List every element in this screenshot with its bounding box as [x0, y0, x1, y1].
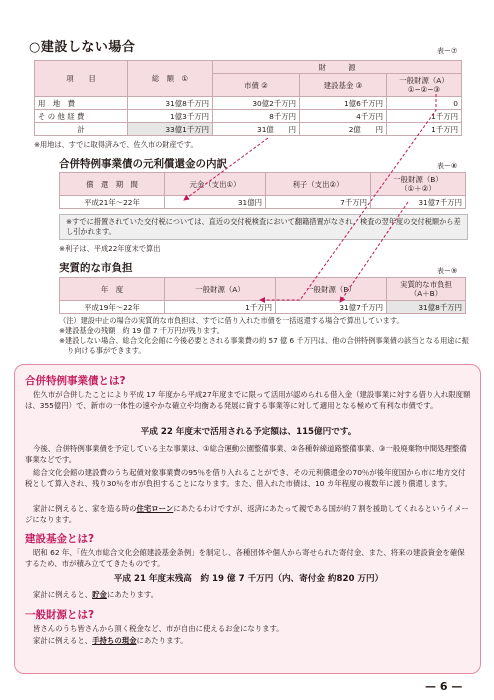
header-total: 総 額 ①	[128, 61, 213, 97]
para-merger-repayment: 総合文化会館の建設費のうち起債対象事業費の95％を借り入れることができ、その元利償還金の70％が後年度国から市に地方交付税として算入され、残り30％を市が負担することになります。また、借入れた市債は、10 カ年程度の複数年に渡り償還します。	[25, 468, 466, 489]
row-year: 平成19年〜22年	[60, 301, 165, 314]
row-fund: 1億6千万円	[300, 97, 387, 110]
section-title-real-burden: 実質的な市負担	[59, 262, 133, 274]
para-merger-projects: 今後、合併特例事業債を予定している主な事業は、①総合運動公園整備事業、②各種幹線道路整備事業、③一般廃棄物中間処理整備事業などです。	[25, 444, 467, 465]
row-total: 33億1千万円	[128, 123, 213, 136]
header-general-b-line1: 一般財源（B）	[393, 175, 443, 184]
header-general-a: 一般財源（A）	[165, 278, 276, 301]
row-bonds: 31億 円	[213, 123, 300, 136]
row-interest: 7千万円	[266, 196, 371, 209]
row-bonds: 8千万円	[213, 110, 300, 123]
text-segment: 家計に例えると、	[33, 636, 93, 645]
arrow-general-b	[340, 202, 408, 302]
note-item: ※建設しない場合、総合文化会館に今後必要とされる事業費の約 57 億 6 千万円は、他の合併特例事業債の該当となる用途に振り向ける事ができます。	[59, 336, 469, 355]
note-interest: ※利子は、平成22年度末で算出	[59, 244, 161, 253]
row-general: 31億7千万円	[371, 196, 466, 209]
row-general: 1千万円	[387, 110, 462, 123]
header-general-revenue-line2: ①−②−③	[407, 85, 441, 94]
tax-note-text: ※すでに措置されていた交付税については、直近の交付税検査において翻籍措置がなされ、検査の翌年度の交付税額から差し引かれます。	[66, 217, 461, 236]
row-general-b: 31億7千万円	[276, 301, 387, 314]
row-total: 31億8千万円	[128, 97, 213, 110]
header-item: 項 目	[35, 61, 128, 97]
para-construction-fund: 昭和 62 年、「佐久市総合文化会館建設基金条例」を制定し、各種団体や個人から寄せられた寄付金、また、将来の建設資金を確保するため、市が積み立ててきたものです。	[25, 548, 465, 569]
row-total: 1億3千万円	[128, 110, 213, 123]
header-principal: 元金（支出①）	[165, 173, 266, 196]
cash-term: 手持ちの現金	[92, 636, 137, 645]
para-merger-household	[25, 503, 472, 526]
header-funding: 財 源	[213, 61, 462, 74]
section-title-no-construction: ○建設しない場合	[29, 40, 136, 55]
table-label-7: 表ー⑦	[437, 47, 458, 55]
arrow-bonds-to-principal	[184, 138, 268, 200]
header-general-b-line2: （①＋②）	[400, 184, 436, 193]
header-real-line2: （A＋B）	[409, 289, 443, 298]
header-year: 年 度	[60, 278, 165, 301]
row-fund: 2億 円	[300, 123, 387, 136]
text-segment: にあたります。	[136, 636, 188, 645]
row-general-a: 1千万円	[165, 301, 276, 314]
text-segment: にあたります。	[106, 590, 159, 599]
row-general: 1千万円	[387, 123, 462, 136]
title-merger-bond: 合併特例事業債とは?	[25, 375, 126, 387]
table-label-9: 表ー⑨	[437, 267, 458, 275]
header-general-b: 一般財源（B）	[276, 278, 387, 301]
para-general-revenue: 皆さんのうち皆さんから頂く税金など、市が自由に使えるお金になります。	[33, 624, 284, 633]
text-segment: 家計に例えると、家を造る時の	[33, 504, 137, 513]
text-segment: にあたるわけですが、返済にあたって親である国が約７割を援助してくれるというイメージになります。	[25, 504, 469, 525]
para-fund-household	[33, 589, 158, 600]
savings-term: 貯金	[92, 590, 107, 599]
header-construction-fund: 建設基金 ③	[300, 74, 387, 97]
row-bonds: 30億2千万円	[213, 97, 300, 110]
header-city-bonds: 市債 ②	[213, 74, 300, 97]
title-construction-fund: 建設基金とは?	[25, 533, 95, 545]
header-period: 償 還 期 間	[60, 173, 165, 196]
para-general-household	[33, 635, 188, 646]
emph-merger-bond: 平成 22 年度末で活用される予定額は、115億円です。	[140, 427, 357, 437]
row-general: 0	[387, 97, 462, 110]
housing-loan-term: 住宅ローン	[136, 504, 174, 513]
row-real: 31億8千万円	[387, 301, 466, 314]
title-general-revenue: 一般財源とは?	[25, 609, 95, 621]
row-item: 用 地 費	[35, 97, 128, 110]
table-label-8: 表ー⑧	[437, 162, 458, 170]
note-land: ※用地は、すでに取得済みで、佐久市の財産です。	[34, 140, 198, 149]
header-interest: 利子（支出②）	[266, 173, 371, 196]
row-fund: 4千万円	[300, 110, 387, 123]
note-item: ※建設基金の残額 約 19 億 7 千万円が残ります。	[59, 326, 224, 335]
row-principal: 31億円	[165, 196, 266, 209]
page-number: — 6 —	[425, 680, 463, 693]
note-item: （注）建設中止の場合の実質的な市負担は、すでに借り入れた市債を一括返還する場合で算出しています。	[59, 316, 404, 325]
info-box	[14, 364, 481, 674]
row-period: 平成21年〜22年	[60, 196, 165, 209]
emph-construction-fund: 平成 21 年度末残高 約 19 億 7 千万円（内、寄付金 約820 万円）	[113, 574, 384, 584]
header-real-line1: 実質的な市負担	[400, 280, 452, 289]
text-segment: 家計に例えると、	[33, 590, 93, 599]
para-merger-bond: 佐久市が合併したことにより平成 17 年度から平成27年度までに限って活用が認められる借入金（建設事業に対する借り入れ限度額は、355億円）で、新市の一体性の速やかな確立や均衡ある発展に資する事業等に対して適用となる極めて有利な市債です。	[25, 390, 471, 411]
header-general-revenue-line1: 一般財源（A）	[399, 76, 449, 85]
row-item: 計	[35, 123, 128, 136]
arrow-general-a	[260, 94, 436, 300]
row-item: そ の 他 経 費	[35, 110, 128, 123]
section-title-repayment: 合併特例事業債の元利償還金の内訳	[59, 158, 227, 170]
